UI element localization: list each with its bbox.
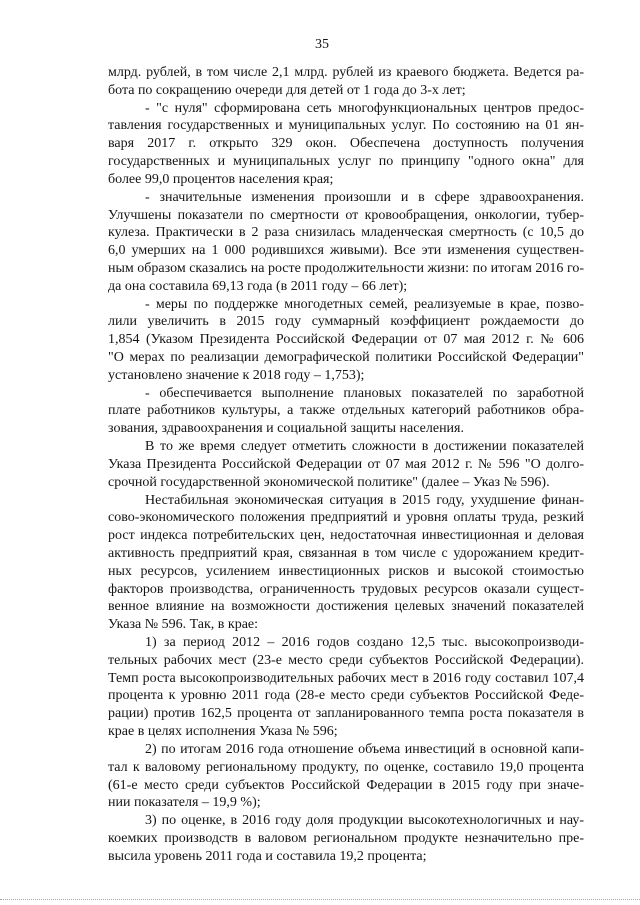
- text-line: варя 2017 г. открыто 329 окон. Обеспечена доступность получения: [108, 136, 584, 152]
- text-line: 3) по оценке, в 2016 году доля продукции высокотехнологичных и нау-: [145, 813, 584, 829]
- text-line: срочной государственной экономической политике" (далее – Указ № 596).: [108, 474, 550, 490]
- text-line: Нестабильная экономическая ситуация в 2015 году, ухудшение финан-: [145, 492, 584, 508]
- bullet-large-families: [108, 296, 584, 385]
- document-body: [108, 64, 584, 866]
- text-line: - меры по поддержке многодетных семей, реализуемые в крае, позво-: [145, 296, 584, 312]
- text-line: (61-е место среди субъектов Российской Федерации в 2015 году при значе-: [108, 777, 584, 793]
- text-line: Улучшены показатели по смертности от кровообращения, онкологии, тубер-: [108, 207, 584, 223]
- text-line: лили увеличить в 2015 году суммарный коэффициент рождаемости до: [108, 314, 584, 330]
- page-number: 35: [315, 37, 329, 52]
- text-line: нии показателя – 19,9 %);: [108, 795, 261, 811]
- text-line: ным образом сказались на росте продолжительности жизни: по итогам 2016 го-: [108, 260, 584, 276]
- text-line: венное влияние на возможности достижения целевых значений показателей: [108, 599, 584, 615]
- text-line: тал к валовому региональному продукту, по оценке, составило 19,0 процента: [108, 759, 584, 775]
- text-line: 2) по итогам 2016 года отношение объема инвестиций в основной капи-: [145, 741, 584, 757]
- text-line: 1) за период 2012 – 2016 годов создано 12,5 тыс. высокопроизводи-: [145, 635, 584, 650]
- text-line: государственных и муниципальных услуг по принципу "одного окна" для: [108, 154, 584, 170]
- bullet-healthcare: [108, 189, 584, 296]
- text-line: активность предприятий края, связанная в том числе с удорожанием кредит-: [108, 545, 584, 561]
- text-line: высила уровень 2011 года и составила 19,2 процента;: [108, 848, 427, 864]
- item-3-high-tech-share: [108, 812, 584, 865]
- text-line: установлено значение к 2018 году – 1,753);: [108, 367, 365, 383]
- text-line: тельных рабочих мест (23-е место среди субъектов Российской Федерации).: [108, 652, 584, 668]
- text-line: 6,0 умерших на 1 000 родившихся живыми). Все эти изменения существен-: [108, 243, 584, 259]
- paragraph-decree-596-difficulties: [108, 438, 584, 491]
- text-line: коемких производств в валовом региональном продукте незначительно пре-: [108, 830, 584, 846]
- text-line: рост индекса потребительских цен, недостаточная инвестиционная и деловая: [108, 528, 584, 544]
- text-line: бота по сокращению очереди для детей от 1 года до 3-х лет;: [108, 82, 466, 98]
- text-line: сово-экономического положения предприятий и уровня оплаты труда, резкий: [108, 510, 584, 526]
- item-1-high-productivity-jobs: [108, 634, 584, 741]
- text-line: "О мерах по реализации демографической политики Российской Федерации": [108, 350, 584, 365]
- text-line: более 99,0 процентов населения края;: [108, 171, 334, 187]
- text-line: тавления государственных и муниципальных услуг. По состоянию на 01 ян-: [108, 118, 584, 134]
- text-line: - "с нуля" сформирована сеть многофункциональных центров предос-: [145, 100, 584, 116]
- text-line: рации) против 162,5 процента от запланированного темпа роста показателя в: [108, 706, 584, 722]
- text-line: ных ресурсов, усилением инвестиционных рисков и высокой стоимостью: [108, 563, 584, 579]
- bullet-multifunctional-centers: [108, 100, 584, 189]
- item-2-investment-ratio: [108, 741, 584, 812]
- text-line: плате работников культуры, а также отдельных категорий работников обра-: [108, 403, 584, 419]
- text-line: 1,854 (Указом Президента Российской Федерации от 07 мая 2012 г. № 606: [108, 332, 584, 348]
- text-line: да она составила 69,13 года (в 2011 году – 66 лет);: [108, 278, 408, 294]
- text-line: кулеза. Практически в 2 раза снизилась младенческая смертность (с 10,5 до: [108, 225, 584, 241]
- text-line: крае в целях исполнения Указа № 596;: [108, 724, 338, 740]
- text-line: - значительные изменения произошли и в сфере здравоохранения.: [145, 189, 584, 205]
- text-line: процента к уровню 2011 года (28-е место среди субъектов Российской Феде-: [108, 688, 584, 704]
- text-line: зования, здравоохранения и социальной защиты населения.: [108, 421, 464, 437]
- text-line: В то же время следует отметить сложности в достижении показателей: [145, 439, 584, 455]
- text-line: - обеспечивается выполнение плановых показателей по заработной: [145, 385, 584, 401]
- text-line: Темп роста высокопроизводительных рабочих мест в 2016 году составил 107,4: [108, 670, 584, 686]
- text-line: факторов производства, ограниченность трудовых ресурсов оказали сущест-: [108, 581, 584, 597]
- text-line: Указа № 596. Так, в крае:: [108, 617, 259, 633]
- bullet-culture-salaries: [108, 385, 584, 438]
- paragraph-economic-situation: [108, 492, 584, 635]
- scan-edge-dotted-line: [0, 899, 640, 900]
- paragraph-kindergarten-queue: [108, 64, 584, 100]
- text-line: Указа Президента Российской Федерации от 07 мая 2012 г. № 596 "О долго-: [108, 456, 584, 472]
- text-line: млрд. рублей, в том числе 2,1 млрд. рублей из краевого бюджета. Ведется ра-: [108, 65, 584, 80]
